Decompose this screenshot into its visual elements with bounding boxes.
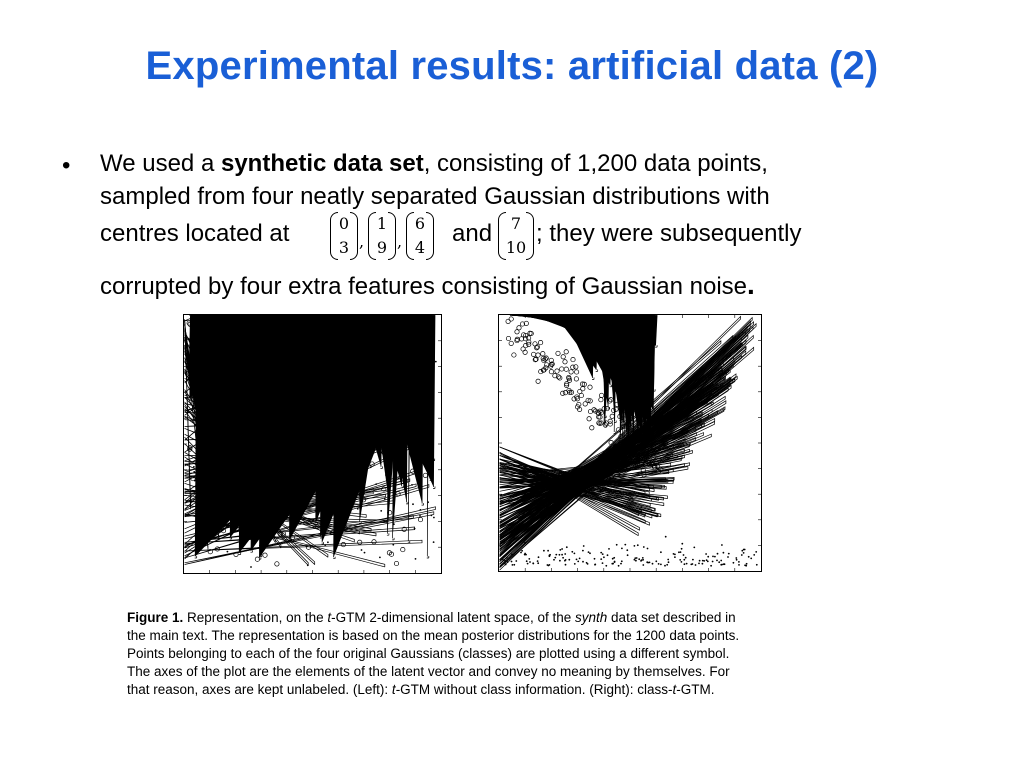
caption-line (127, 681, 917, 699)
dot-marker (733, 562, 735, 564)
dot-marker (698, 563, 700, 565)
bullet-text-3a: centres located at (100, 220, 290, 247)
dot-marker (571, 551, 573, 553)
circle-marker (574, 370, 578, 374)
circle-marker (401, 547, 405, 551)
dot-marker (419, 515, 421, 517)
dot-marker (511, 554, 513, 556)
dot-marker (504, 563, 506, 565)
dot-marker (435, 361, 437, 363)
dot-marker (602, 553, 604, 555)
dot-marker (379, 453, 381, 455)
circle-marker (263, 553, 267, 557)
circle-marker (418, 517, 422, 521)
dot-marker (370, 466, 372, 468)
dot-marker (702, 560, 704, 562)
dot-marker (634, 557, 636, 559)
centre-2-y: 9 (376, 238, 388, 257)
circle-marker (588, 385, 592, 389)
dot-marker (738, 564, 740, 566)
dot-marker (720, 560, 722, 562)
circle-marker (571, 357, 575, 361)
dot-marker (735, 557, 737, 559)
dot-marker (693, 547, 695, 549)
dot-marker (507, 561, 509, 563)
dot-marker (594, 558, 596, 560)
dot-marker (612, 558, 614, 560)
dot-marker (582, 550, 584, 552)
dot-marker (364, 552, 366, 554)
dot-marker (753, 554, 755, 556)
dot-marker (559, 549, 561, 551)
dot-marker (608, 548, 610, 550)
dot-marker (507, 547, 509, 549)
dot-marker (718, 561, 720, 563)
circle-marker (560, 367, 564, 371)
dot-marker (537, 562, 539, 564)
caption-run: -GTM 2-dimensional latent space, of the (331, 610, 576, 625)
dot-marker (684, 563, 686, 565)
dot-marker (712, 556, 714, 558)
dot-marker (565, 559, 567, 561)
circle-marker (563, 360, 567, 364)
bullet-text-3c: ; they were subsequently (536, 220, 802, 247)
dot-marker (618, 565, 620, 567)
dot-marker (692, 559, 694, 561)
dot-marker (699, 560, 701, 562)
dot-marker (251, 497, 253, 499)
circle-marker (544, 363, 548, 367)
dot-marker (686, 563, 688, 565)
dot-marker (673, 553, 675, 555)
dot-marker (521, 550, 523, 552)
dot-marker (397, 477, 399, 479)
dot-marker (524, 553, 526, 555)
bullet-line-2: sampled from four neatly separated Gaussian distributions with (100, 183, 770, 210)
dot-marker (613, 557, 615, 559)
dot-marker (642, 564, 644, 566)
dot-marker (660, 551, 662, 553)
circle-marker (587, 417, 591, 421)
dot-marker (587, 563, 589, 565)
dot-marker (361, 549, 363, 551)
dot-marker (607, 554, 609, 556)
bullet-text-4a: corrupted by four extra features consisting of Gaussian noise (100, 273, 748, 300)
dot-marker (695, 564, 697, 566)
dot-marker (712, 561, 714, 563)
dot-marker (574, 553, 576, 555)
dot-marker (527, 563, 529, 565)
latent-scatter-right (499, 315, 761, 571)
dot-marker (384, 498, 386, 500)
dot-marker (683, 559, 685, 561)
diamond-marker (500, 370, 723, 536)
bullet-text-1c: , consisting of 1,200 data points, (423, 150, 768, 177)
dot-marker (706, 559, 708, 561)
circle-marker (512, 353, 516, 357)
dot-marker (509, 550, 511, 552)
dot-marker (577, 561, 579, 563)
dot-marker (652, 563, 654, 565)
dot-marker (635, 560, 637, 562)
dot-marker (538, 556, 540, 558)
dot-marker (324, 544, 326, 546)
dot-marker (745, 565, 747, 567)
dot-marker (379, 557, 381, 559)
dot-marker (288, 391, 290, 393)
circle-marker (533, 342, 537, 346)
circle-marker (372, 540, 376, 544)
dot-marker (741, 554, 743, 556)
dot-marker (566, 546, 568, 548)
circle-marker (564, 350, 568, 354)
centre-vector-4 (498, 212, 534, 260)
circle-marker (506, 336, 510, 340)
dot-marker (616, 544, 618, 546)
dot-marker (524, 542, 526, 544)
circle-marker (569, 370, 573, 374)
circle-marker (561, 355, 565, 359)
dot-marker (594, 564, 596, 566)
circle-marker (564, 367, 568, 371)
caption-run: -GTM without class information. (Right): class- (395, 681, 673, 697)
circle-marker (574, 377, 578, 381)
centre-3-y: 4 (414, 238, 426, 257)
dot-marker (627, 554, 629, 556)
dot-marker (194, 480, 196, 482)
dot-marker (559, 560, 561, 562)
dot-marker (702, 563, 704, 565)
caption-run: Points belonging to each of the four original Gaussians (classes) are plotted using a different symbol. (127, 645, 730, 661)
separator-2: , (397, 232, 403, 251)
separator-1: , (359, 232, 365, 251)
circle-marker (561, 391, 565, 395)
dot-marker (717, 553, 719, 555)
dot-marker (611, 563, 613, 565)
dot-marker (219, 483, 221, 485)
dot-marker (415, 558, 417, 560)
dot-marker (537, 560, 539, 562)
dot-marker (554, 557, 556, 559)
dot-marker (555, 554, 557, 556)
dot-marker (250, 566, 252, 568)
dot-marker (562, 557, 564, 559)
caption-run: t (327, 610, 332, 625)
dot-marker (705, 553, 707, 555)
circle-marker (341, 542, 345, 546)
dot-marker (559, 554, 561, 556)
dot-marker (511, 532, 513, 534)
dot-marker (416, 395, 418, 397)
dot-marker (549, 554, 551, 556)
circle-marker (608, 422, 612, 426)
dot-marker (549, 564, 551, 566)
dot-marker (685, 557, 687, 559)
dot-marker (564, 553, 566, 555)
circle-marker (581, 387, 585, 391)
dot-marker (668, 561, 670, 563)
bullet-text-3b: and (452, 220, 493, 247)
diamond-marker (185, 540, 422, 551)
circle-marker (558, 376, 562, 380)
dot-marker (743, 549, 745, 551)
dot-marker (532, 563, 534, 565)
circle-marker (599, 393, 603, 397)
dot-marker (692, 563, 694, 565)
circle-marker (609, 398, 613, 402)
dot-marker (429, 464, 431, 466)
dot-marker (634, 545, 636, 547)
dot-marker (513, 537, 515, 539)
circle-marker (523, 350, 527, 354)
caption-run: data set described in (607, 610, 736, 625)
dot-marker (588, 551, 590, 553)
dot-marker (582, 561, 584, 563)
dot-marker (721, 544, 723, 546)
circle-marker (536, 379, 540, 383)
bullet-symbol: • (62, 152, 71, 179)
caption-run: t (391, 681, 396, 697)
centre-vector-2 (368, 212, 396, 260)
dot-marker (574, 563, 576, 565)
dot-marker (403, 397, 405, 399)
dot-marker (433, 517, 435, 519)
caption-run: The axes of the plot are the elements of the latent vector and convey no meaning by themselves. For (127, 663, 730, 679)
dot-marker (681, 561, 683, 563)
dot-marker (624, 544, 626, 546)
caption-run: Representation, on the (183, 610, 328, 625)
dot-marker (658, 563, 660, 565)
dot-marker (375, 483, 377, 485)
circle-marker (549, 370, 553, 374)
dot-marker (681, 543, 683, 545)
dot-marker (504, 560, 506, 562)
centre-vector-3 (406, 212, 434, 260)
dot-marker (721, 564, 723, 566)
dot-marker (620, 563, 622, 565)
dot-marker (741, 550, 743, 552)
dot-marker (660, 564, 662, 566)
circle-marker (574, 365, 578, 369)
dot-marker (193, 471, 195, 473)
dot-marker (647, 562, 649, 564)
dot-marker (281, 542, 283, 544)
dot-marker (568, 559, 570, 561)
dot-marker (565, 564, 567, 566)
dot-marker (738, 561, 740, 563)
dot-marker (716, 560, 718, 562)
dot-marker (655, 560, 657, 562)
dot-marker (431, 515, 433, 517)
dot-marker (427, 501, 429, 503)
dot-marker (600, 558, 602, 560)
dot-marker (227, 551, 229, 553)
dot-marker (561, 554, 563, 556)
dot-marker (756, 564, 758, 566)
dot-marker (526, 560, 528, 562)
dot-marker (614, 561, 616, 563)
dot-marker (665, 536, 667, 538)
caption-line (127, 627, 917, 645)
dot-marker (520, 552, 522, 554)
dot-marker (710, 565, 712, 567)
dot-marker (626, 549, 628, 551)
dot-marker (638, 558, 640, 560)
latent-plot-right (498, 314, 762, 572)
bullet-line-3 (100, 214, 950, 270)
bullet-period: . (747, 269, 755, 300)
dot-marker (583, 545, 585, 547)
bullet-line-1 (100, 150, 950, 179)
dot-marker (750, 558, 752, 560)
dot-marker (600, 552, 602, 554)
dot-marker (353, 375, 355, 377)
figure-caption (127, 609, 917, 699)
dot-marker (528, 558, 530, 560)
dot-marker (664, 565, 666, 567)
dot-marker (553, 559, 555, 561)
circle-marker (394, 561, 398, 565)
dot-marker (683, 554, 685, 556)
dot-marker (603, 556, 605, 558)
dot-marker (666, 564, 668, 566)
centre-4-y: 10 (505, 238, 527, 257)
dot-marker (643, 546, 645, 548)
circle-marker (555, 369, 559, 373)
circle-marker (531, 352, 535, 356)
dot-marker (621, 560, 623, 562)
circle-marker (509, 341, 513, 345)
dot-marker (736, 559, 738, 561)
caption-line (127, 645, 917, 663)
dot-marker (641, 559, 643, 561)
dot-marker (327, 541, 329, 543)
latent-scatter-left (184, 315, 441, 573)
dot-marker (211, 379, 213, 381)
dot-marker (561, 548, 563, 550)
centre-1-x: 0 (338, 214, 350, 233)
circle-marker (536, 353, 540, 357)
centre-4-x: 7 (510, 214, 522, 233)
dot-marker (637, 544, 639, 546)
circle-marker (509, 317, 513, 321)
dot-marker (386, 414, 388, 416)
bullet-line-4 (100, 268, 950, 302)
bullet-emphasis: synthetic data set (220, 150, 424, 177)
caption-run: -GTM. (676, 681, 715, 697)
dot-marker (755, 551, 757, 553)
centre-2-x: 1 (376, 214, 388, 233)
dot-marker (634, 559, 636, 561)
dot-marker (433, 541, 435, 543)
circle-marker (610, 414, 614, 418)
dot-marker (674, 556, 676, 558)
dot-marker (748, 556, 750, 558)
dot-marker (203, 354, 205, 356)
dot-marker (714, 556, 716, 558)
caption-run: that reason, axes are kept unlabeled. (Left): (127, 681, 392, 697)
dot-marker (621, 548, 623, 550)
centre-1-y: 3 (338, 238, 350, 257)
dot-marker (380, 510, 382, 512)
circle-marker (423, 473, 427, 477)
dot-marker (642, 557, 644, 559)
dot-marker (392, 544, 394, 546)
dot-marker (707, 556, 709, 558)
dot-marker (589, 552, 591, 554)
dot-marker (511, 561, 513, 563)
dot-marker (743, 552, 745, 554)
latent-plot-left (183, 314, 442, 574)
caption-run: t (672, 681, 677, 697)
dot-marker (723, 552, 725, 554)
dot-marker (417, 454, 419, 456)
dot-marker (605, 565, 607, 567)
dot-marker (728, 553, 730, 555)
circle-marker (538, 340, 542, 344)
bullet-text-1a: We used a (100, 150, 221, 177)
slide-title: Experimental results: artificial data (2) (145, 44, 879, 88)
circle-marker (275, 562, 279, 566)
dot-marker (678, 551, 680, 553)
dot-marker (502, 559, 504, 561)
dot-marker (543, 550, 545, 552)
dot-marker (515, 560, 517, 562)
dot-marker (220, 416, 222, 418)
dot-marker (512, 564, 514, 566)
caption-run: Figure 1. (127, 610, 184, 625)
circle-marker (358, 540, 362, 544)
dot-marker (506, 557, 508, 559)
dot-marker (724, 563, 726, 565)
circle-marker (599, 398, 603, 402)
dot-marker (579, 558, 581, 560)
caption-run: synth (575, 610, 608, 625)
dot-marker (681, 548, 683, 550)
circle-marker (515, 330, 519, 334)
dot-marker (547, 550, 549, 552)
dot-marker (420, 509, 422, 511)
dot-marker (679, 559, 681, 561)
dot-marker (727, 556, 729, 558)
circle-marker (556, 351, 560, 355)
dot-marker (647, 548, 649, 550)
dot-marker (746, 563, 748, 565)
caption-line (127, 663, 917, 681)
dot-marker (602, 562, 604, 564)
centre-3-x: 6 (414, 214, 426, 233)
dot-marker (667, 559, 669, 561)
circle-marker (590, 426, 594, 430)
circle-marker (506, 319, 510, 323)
dot-marker (193, 466, 195, 468)
dot-marker (680, 551, 682, 553)
centre-vector-1 (330, 212, 358, 260)
dot-marker (240, 429, 242, 431)
dot-marker (529, 561, 531, 563)
dot-marker (412, 503, 414, 505)
circle-marker (541, 352, 545, 356)
dot-marker (576, 559, 578, 561)
dot-marker (357, 508, 359, 510)
caption-run: the main text. The representation is based on the mean posterior distributions for the 1200 data points. (127, 627, 740, 643)
caption-line (127, 609, 917, 627)
dot-marker (513, 564, 515, 566)
